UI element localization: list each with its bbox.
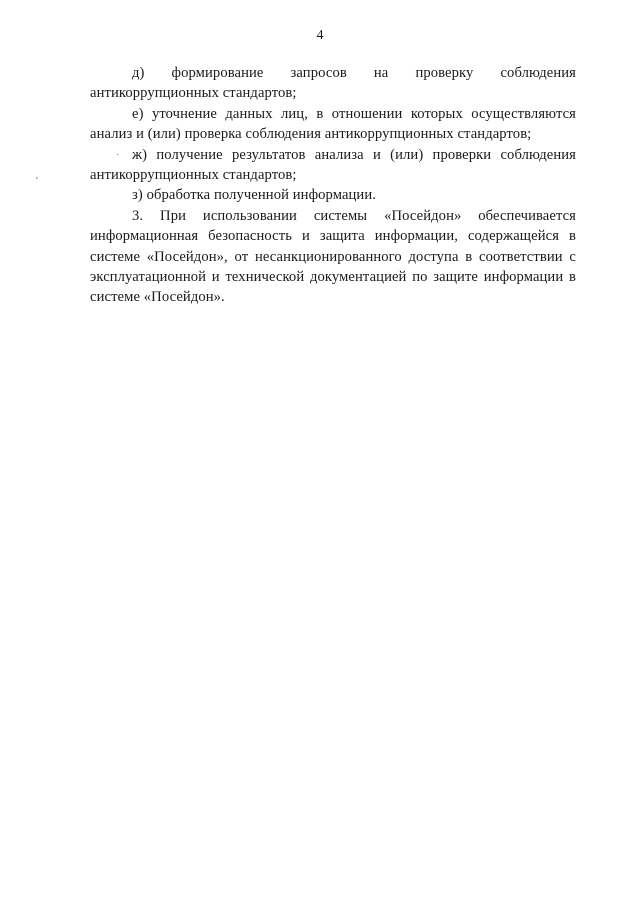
stray-mark: · xyxy=(116,150,120,161)
paragraph-item-z: з) обработка полученной информации. xyxy=(132,187,376,204)
paragraph-item-zh: ж) получение результатов анализа и (или) проверки соблюдения антикоррупционных стандартов; xyxy=(90,146,576,184)
margin-mark: ' xyxy=(36,176,38,187)
paragraph-item-d: д) формирование запросов на проверку соблюдения антикоррупционных стандартов; xyxy=(90,65,576,102)
page-number: 4 xyxy=(316,28,324,43)
paragraph-item-e: е) уточнение данных лиц, в отношении которых осуществляются анализ и (или) проверка соблюдения антикоррупционных стандартов; xyxy=(90,105,576,143)
paragraph-section-3: 3. При использовании системы «Посейдон» обеспечивается информационная безопасность и защита информации, содержащейся в системе «Посейдон», от несанкционированного доступа в соответствии с эксплуатационной и технической документацией по защите информации в системе «Посейдон». xyxy=(90,207,576,306)
document-body xyxy=(90,63,576,308)
